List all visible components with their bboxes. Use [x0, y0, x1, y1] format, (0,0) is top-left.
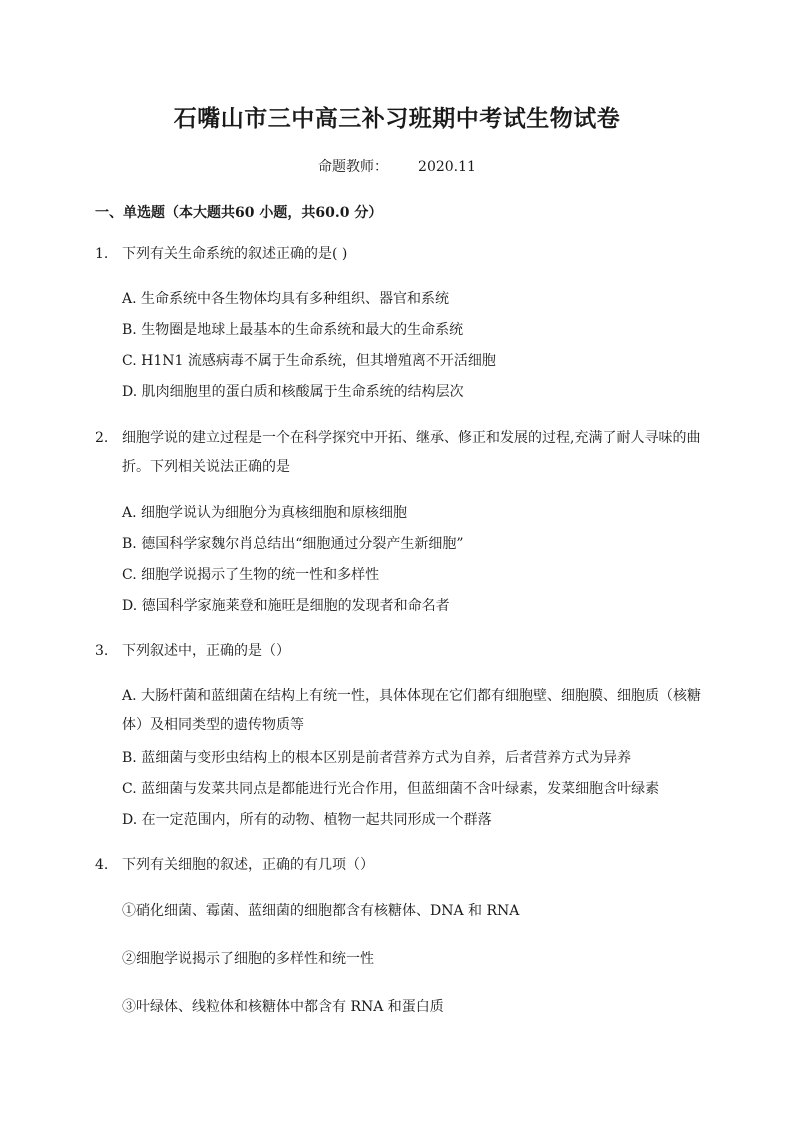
question-1-option-c: C. H1N1 流感病毒不属于生命系统，但其增殖离不开活细胞 — [122, 353, 496, 369]
question-stem: 下列叙述中，正确的是（） — [122, 643, 290, 659]
question-3 — [95, 637, 710, 666]
question-number: 1. — [95, 246, 109, 262]
question-number: 3. — [95, 643, 109, 659]
question-number: 2. — [95, 430, 109, 446]
exam-title: 石嘴山市三中高三补习班期中考试生物试卷 — [173, 105, 621, 132]
question-3-option-b: B. 蓝细菌与变形虫结构上的根本区别是前者营养方式为自养，后者营养方式为异养 — [122, 750, 632, 766]
question-4-item-3: ③叶绿体、线粒体和核糖体中都含有 RNA 和蛋白质 — [122, 999, 444, 1015]
question-stem: 细胞学说的建立过程是一个在科学探究中开拓、继承、修正和发展的过程,充满了耐人寻味的曲折。下列相关说法正确的是 — [122, 430, 701, 475]
question-1-option-a: A. 生命系统中各生物体均具有多种组织、器官和系统 — [122, 291, 450, 307]
question-2-option-c: C. 细胞学说揭示了生物的统一性和多样性 — [122, 567, 380, 583]
question-2-option-a: A. 细胞学说认为细胞分为真核细胞和原核细胞 — [122, 505, 408, 521]
question-4-item-1: ①硝化细菌、霉菌、蓝细菌的细胞都含有核糖体、DNA 和 RNA — [122, 903, 520, 919]
exam-subtitle — [0, 156, 794, 176]
setter-label: 命题教师： — [318, 159, 389, 175]
question-stem: 下列有关生命系统的叙述正确的是( ) — [122, 246, 348, 262]
question-2 — [95, 424, 710, 482]
question-3-option-d: D. 在一定范围内，所有的动物、植物一起共同形成一个群落 — [122, 812, 492, 828]
question-1 — [95, 240, 710, 269]
exam-date: 2020.11 — [418, 159, 476, 175]
question-4 — [95, 851, 710, 880]
section-heading: 一、单选题（本大题共60 小题，共60.0 分） — [95, 205, 383, 221]
question-2-option-d: D. 德国科学家施莱登和施旺是细胞的发现者和命名者 — [122, 598, 450, 614]
question-3-option-c: C. 蓝细菌与发菜共同点是都能进行光合作用，但蓝细菌不含叶绿素，发菜细胞含叶绿素 — [122, 781, 660, 797]
question-number: 4. — [95, 857, 109, 873]
question-1-option-b: B. 生物圈是地球上最基本的生命系统和最大的生命系统 — [122, 322, 464, 338]
question-stem: 下列有关细胞的叙述，正确的有几项（） — [122, 857, 374, 873]
question-3-option-a: A. 大肠杆菌和蓝细菌在结构上有统一性，具体体现在它们都有细胞壁、细胞膜、细胞质（核糖体）及相同类型的遗传物质等 — [122, 688, 702, 733]
question-1-option-d: D. 肌肉细胞里的蛋白质和核酸属于生命系统的结构层次 — [122, 384, 464, 400]
question-2-option-b: B. 德国科学家魏尔肖总结出“细胞通过分裂产生新细胞” — [122, 536, 464, 552]
question-4-item-2: ②细胞学说揭示了细胞的多样性和统一性 — [122, 951, 374, 967]
